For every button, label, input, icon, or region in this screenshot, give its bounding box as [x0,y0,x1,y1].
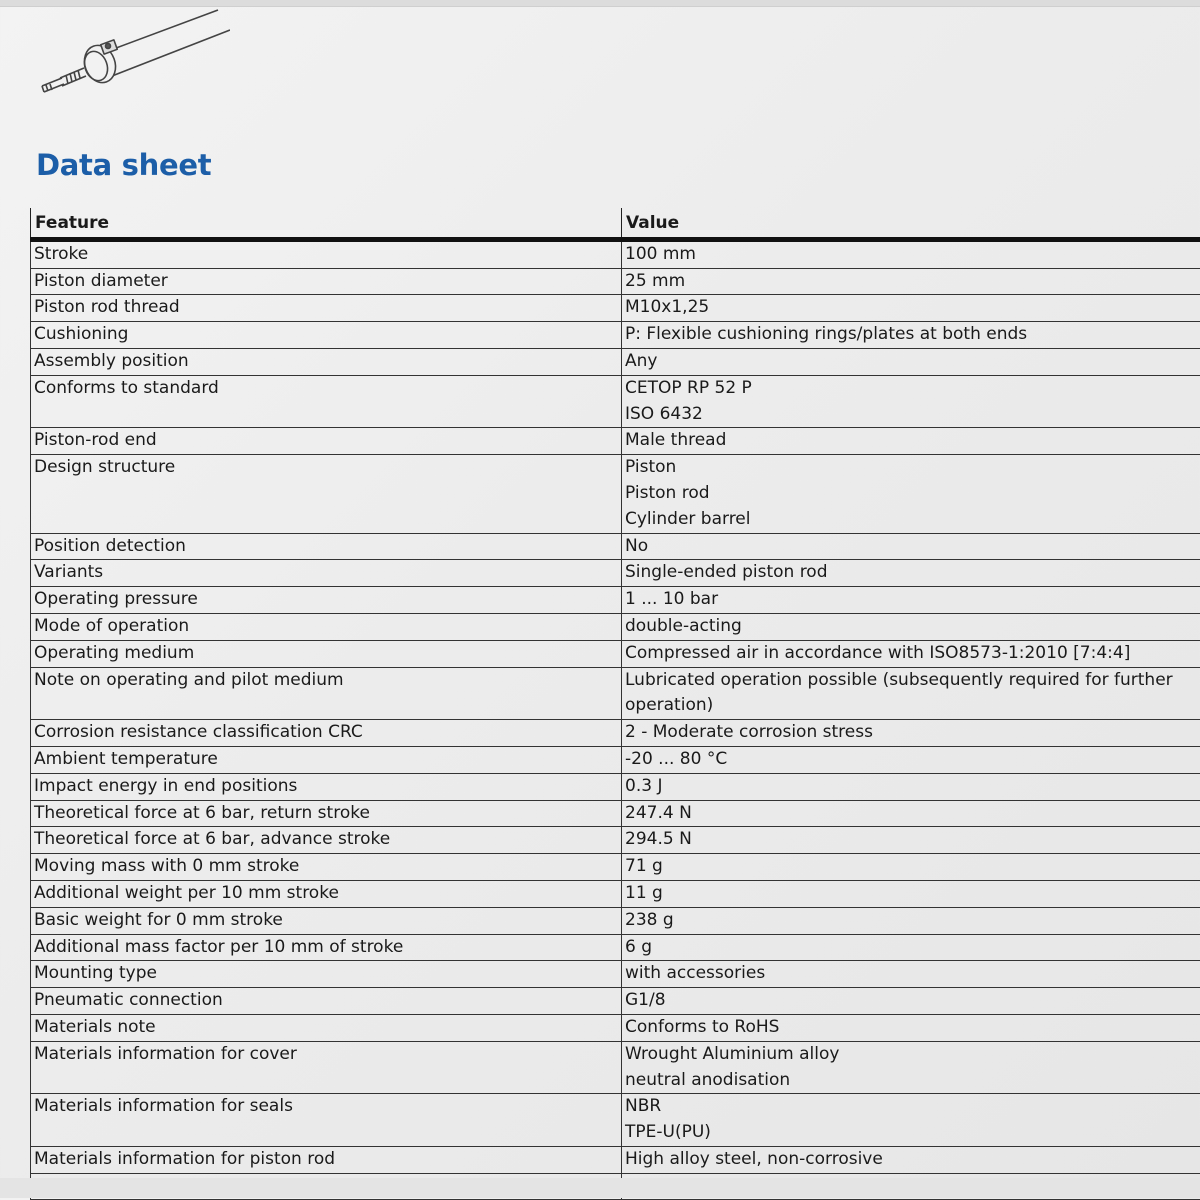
feature-cell: Variants [31,560,622,587]
value-line: Conforms to RoHS [625,1015,1198,1041]
value-cell [622,667,1200,720]
table-row [31,746,1200,773]
table-row [31,428,1200,455]
feature-cell: Piston rod thread [31,295,622,322]
feature-cell: Assembly position [31,348,622,375]
value-line: with accessories [625,961,1198,987]
table-row [31,322,1200,349]
value-cell [622,720,1200,747]
value-cell [622,295,1200,322]
value-line: 2 - Moderate corrosion stress [625,720,1198,746]
value-line: Male thread [625,428,1198,454]
value-line: G1/8 [625,988,1198,1014]
table-row [31,348,1200,375]
table-row [31,613,1200,640]
value-cell [622,268,1200,295]
table-row [31,1041,1200,1094]
feature-cell: Design structure [31,455,622,533]
value-line: M10x1,25 [625,295,1198,321]
table-row [31,1146,1200,1173]
value-line: 6 g [625,935,1198,961]
bottom-band [0,1178,1200,1198]
value-cell [622,239,1200,268]
value-cell [622,773,1200,800]
table-row [31,533,1200,560]
feature-cell: Theoretical force at 6 bar, advance stroke [31,827,622,854]
feature-cell: Materials information for seals [31,1094,622,1147]
value-line: 71 g [625,854,1198,880]
value-line: Wrought Aluminium alloy [625,1042,1198,1068]
table-row [31,375,1200,428]
table-row [31,560,1200,587]
feature-cell: Mounting type [31,961,622,988]
table-row [31,640,1200,667]
value-line: neutral anodisation [625,1068,1198,1094]
table-row [31,1094,1200,1147]
value-cell [622,428,1200,455]
table-row [31,720,1200,747]
page-title: Data sheet [36,148,211,182]
value-cell [622,455,1200,533]
feature-cell: Pneumatic connection [31,988,622,1015]
feature-cell: Ambient temperature [31,746,622,773]
value-line: double-acting [625,614,1198,640]
feature-cell: Cushioning [31,322,622,349]
value-cell [622,800,1200,827]
value-cell [622,348,1200,375]
feature-cell: Operating pressure [31,587,622,614]
value-line: -20 ... 80 °C [625,747,1198,773]
value-line: Piston [625,455,1198,481]
table-row [31,455,1200,533]
table-row [31,295,1200,322]
value-line: 100 mm [625,242,1198,268]
feature-cell: Additional mass factor per 10 mm of stroke [31,934,622,961]
feature-cell: Mode of operation [31,613,622,640]
table-row [31,587,1200,614]
value-line: Piston rod [625,481,1198,507]
feature-cell: Theoretical force at 6 bar, return stroke [31,800,622,827]
value-cell [622,746,1200,773]
value-line: 11 g [625,881,1198,907]
value-cell [622,1041,1200,1094]
value-cell [622,907,1200,934]
feature-cell: Conforms to standard [31,375,622,428]
value-line: 238 g [625,908,1198,934]
value-line: 294.5 N [625,827,1198,853]
table-row [31,773,1200,800]
value-cell [622,1014,1200,1041]
table-row [31,961,1200,988]
value-cell [622,560,1200,587]
feature-cell: Operating medium [31,640,622,667]
feature-cell: Piston diameter [31,268,622,295]
value-line: Compressed air in accordance with ISO8573-1:2010 [7:4:4] [625,641,1198,667]
feature-cell: Corrosion resistance classification CRC [31,720,622,747]
value-line: 1 ... 10 bar [625,587,1198,613]
table-row [31,934,1200,961]
feature-cell: Materials note [31,1014,622,1041]
table-row [31,854,1200,881]
value-line: Lubricated operation possible (subsequently required for further operation) [625,668,1198,720]
feature-cell: Impact energy in end positions [31,773,622,800]
value-line: No [625,534,1198,560]
feature-cell: Stroke [31,239,622,268]
value-cell [622,961,1200,988]
value-cell [622,533,1200,560]
table-row [31,800,1200,827]
table-row [31,827,1200,854]
table-row [31,907,1200,934]
feature-cell: Moving mass with 0 mm stroke [31,854,622,881]
value-cell [622,880,1200,907]
table-row [31,268,1200,295]
value-line: TPE-U(PU) [625,1120,1198,1146]
feature-cell: Materials information for cover [31,1041,622,1094]
table-row [31,239,1200,268]
value-line: CETOP RP 52 P [625,376,1198,402]
value-line: Single-ended piston rod [625,560,1198,586]
value-line: 25 mm [625,269,1198,295]
value-cell [622,375,1200,428]
cylinder-product-image [20,6,230,106]
table-header-row [31,208,1200,239]
table-row [31,667,1200,720]
feature-cell: Position detection [31,533,622,560]
value-cell [622,1146,1200,1173]
value-line: Any [625,349,1198,375]
table-row [31,988,1200,1015]
table-body [31,239,1200,1200]
value-line: P: Flexible cushioning rings/plates at both ends [625,322,1198,348]
feature-cell: Additional weight per 10 mm stroke [31,880,622,907]
table-row [31,1014,1200,1041]
value-cell [622,934,1200,961]
value-cell [622,827,1200,854]
value-column-header: Value [622,208,1200,239]
data-sheet-table [30,208,1200,1200]
feature-cell: Note on operating and pilot medium [31,667,622,720]
value-line: 0.3 J [625,774,1198,800]
feature-cell: Basic weight for 0 mm stroke [31,907,622,934]
value-cell [622,587,1200,614]
feature-cell: Materials information for piston rod [31,1146,622,1173]
value-cell [622,854,1200,881]
value-cell [622,322,1200,349]
table-row [31,880,1200,907]
value-line: 247.4 N [625,801,1198,827]
feature-cell: Piston-rod end [31,428,622,455]
feature-column-header: Feature [31,208,622,239]
value-cell [622,613,1200,640]
value-line: High alloy steel, non-corrosive [625,1147,1198,1173]
value-cell [622,988,1200,1015]
value-cell [622,1094,1200,1147]
value-line: Cylinder barrel [625,507,1198,533]
value-line: NBR [625,1094,1198,1120]
value-cell [622,640,1200,667]
value-line: ISO 6432 [625,402,1198,428]
